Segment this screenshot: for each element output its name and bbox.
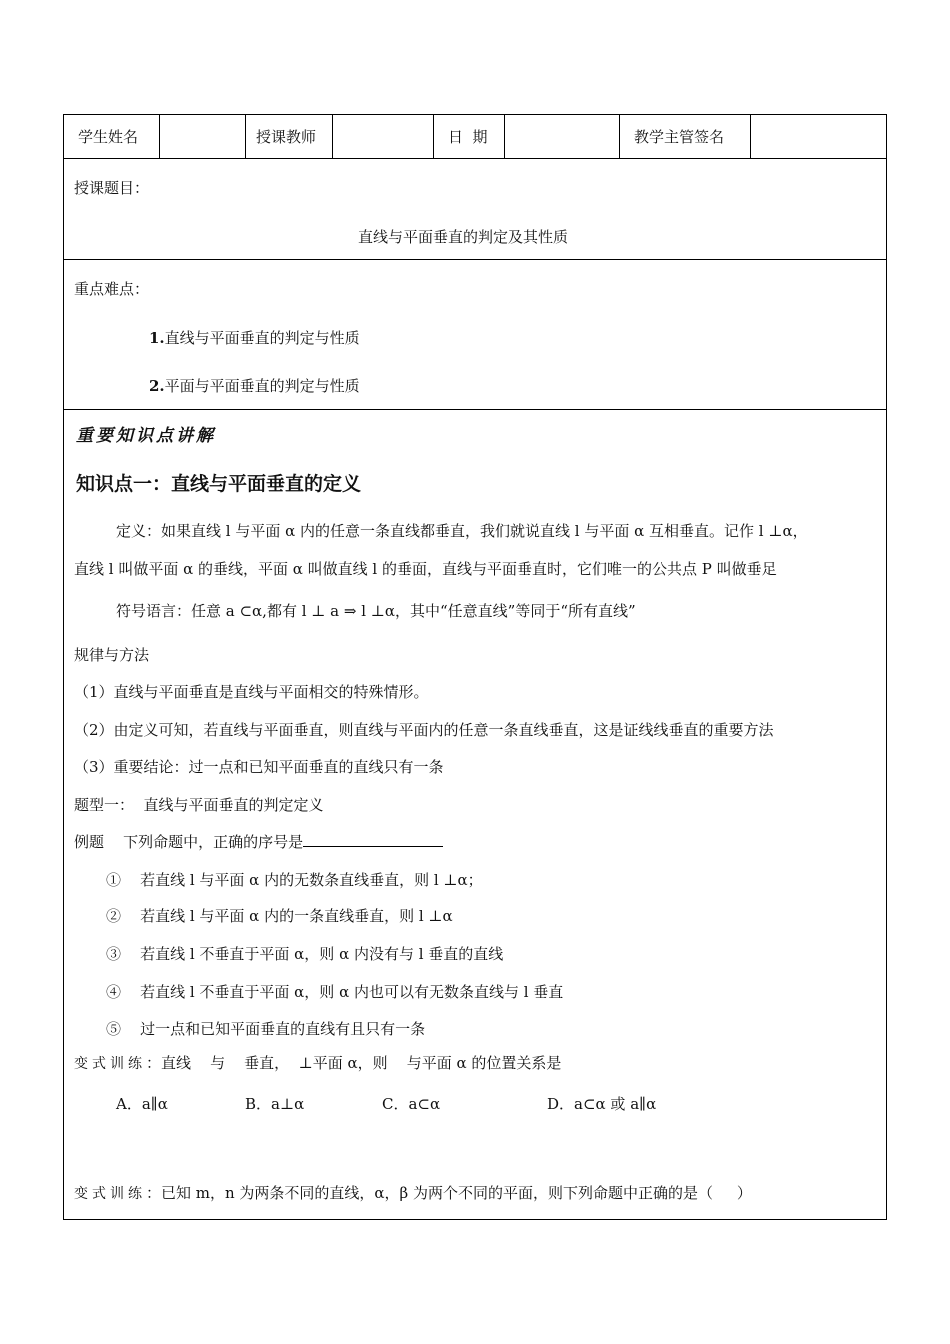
variant-1 <box>74 1052 561 1073</box>
focus-item-1-text: 直线与平面垂直的判定与性质 <box>164 329 360 347</box>
topic-row <box>64 158 886 260</box>
student-name-field[interactable] <box>160 115 246 158</box>
date-label: 日 期 <box>434 115 505 158</box>
date-field[interactable] <box>505 115 620 158</box>
option-3: ③ 若直线 l 不垂直于平面 α，则 α 内没有与 l 垂直的直线 <box>106 945 504 963</box>
focus-item-2-num: 2. <box>149 377 165 395</box>
option-2: ② 若直线 l 与平面 α 内的一条直线垂直，则 l ⊥α <box>106 907 453 925</box>
focus-row <box>64 259 886 410</box>
rule-3: （3）重要结论：过一点和已知平面垂直的直线只有一条 <box>74 758 444 776</box>
choice-b: B．a⊥α <box>245 1095 305 1113</box>
header-row <box>64 115 886 159</box>
definition-line-1: 定义：如果直线 l 与平面 α 内的任意一条直线都垂直，我们就说直线 l 与平面 α 互相垂直。记作 l ⊥α， <box>116 522 808 540</box>
variant-1-text: ：直线 与 垂直， ⊥平面 α，则 与平面 α 的位置关系是 <box>146 1054 562 1072</box>
teacher-field[interactable] <box>333 115 434 158</box>
student-name-label: 学生姓名 <box>64 115 160 158</box>
choice-a: A．a∥α <box>116 1095 168 1113</box>
focus-item-1 <box>149 327 360 348</box>
lesson-sheet <box>63 114 887 1220</box>
variant-2 <box>74 1182 752 1203</box>
rule-2: （2）由定义可知，若直线与平面垂直，则直线与平面内的任意一条直线垂直，这是证线线垂直的重要方法 <box>74 721 774 739</box>
supervisor-field[interactable] <box>751 115 888 158</box>
symbolic-language: 符号语言：任意 a ⊂α,都有 l ⊥ a ⇒ l ⊥α，其中“任意直线”等同于“所有直线” <box>116 602 636 620</box>
example-text: 例题 下列命题中，正确的序号是 <box>74 833 304 851</box>
topic-title: 直线与平面垂直的判定及其性质 <box>358 228 569 246</box>
example-line <box>74 831 443 852</box>
supervisor-label: 教学主管签名 <box>620 115 751 158</box>
variant-2-label: 变式训练 <box>74 1186 146 1202</box>
rules-title: 规律与方法 <box>74 646 150 664</box>
answer-blank[interactable] <box>303 832 443 847</box>
focus-item-2 <box>149 375 360 396</box>
option-5: ⑤ 过一点和已知平面垂直的直线有且只有一条 <box>106 1020 426 1038</box>
focus-item-1-num: 1. <box>149 329 165 347</box>
choice-c: C．a⊂α <box>382 1095 441 1113</box>
rule-1: （1）直线与平面垂直是直线与平面相交的特殊情形。 <box>74 683 429 701</box>
topic-label: 授课题目： <box>74 179 150 197</box>
option-1: ① 若直线 l 与平面 α 内的无数条直线垂直，则 l ⊥α； <box>106 871 483 889</box>
variant-2-text: ：已知 m，n 为两条不同的直线，α，β 为两个不同的平面，则下列命题中正确的是（ ） <box>146 1184 752 1202</box>
choice-d: D．a⊂α 或 a∥α <box>547 1095 657 1113</box>
teacher-label: 授课教师 <box>246 115 333 158</box>
definition-line-2: 直线 l 叫做平面 α 的垂线，平面 α 叫做直线 l 的垂面，直线与平面垂直时，它们唯一的公共点 P 叫做垂足 <box>74 560 777 578</box>
focus-label: 重点难点： <box>74 280 150 298</box>
variant-1-label: 变式训练 <box>74 1056 146 1072</box>
focus-item-2-text: 平面与平面垂直的判定与性质 <box>164 377 360 395</box>
type1-title: 题型一： 直线与平面垂直的判定定义 <box>74 796 324 814</box>
section-title: 重要知识点讲解 <box>76 426 216 446</box>
option-4: ④ 若直线 l 不垂直于平面 α，则 α 内也可以有无数条直线与 l 垂直 <box>106 983 564 1001</box>
point1-title: 知识点一：直线与平面垂直的定义 <box>76 473 362 495</box>
